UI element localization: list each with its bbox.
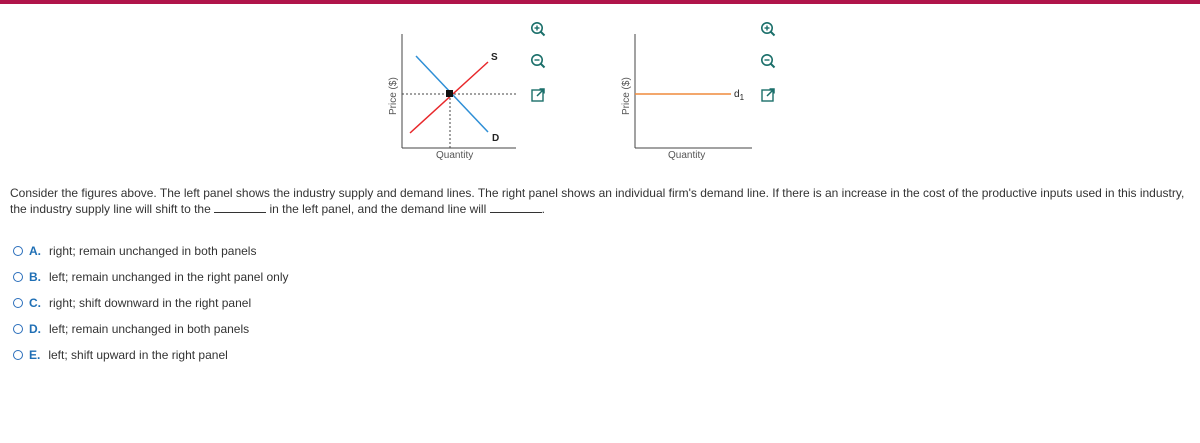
radio-button[interactable]	[13, 246, 23, 256]
firm-graph-panel	[600, 25, 770, 165]
radio-button[interactable]	[13, 272, 23, 282]
firm-demand-subscript: 1	[739, 93, 745, 102]
demand-label: D	[492, 133, 500, 144]
option-text: right; remain unchanged in both panels	[49, 244, 257, 258]
equilibrium-point	[446, 90, 453, 97]
svg-text:d1	[734, 89, 745, 102]
firm-demand-label: d	[734, 89, 740, 100]
question-part-1: Consider the figures above. The left panel shows the industry supply and demand lines. The right panel shows an individual firm's demand line. If there is an increase in the cost of the productive inputs used in this industry, the industry supply line will shift to the	[10, 186, 1185, 216]
zoom-out-icon[interactable]	[530, 53, 546, 69]
option-e[interactable]	[13, 342, 289, 368]
option-letter: D.	[29, 322, 41, 336]
popout-icon[interactable]	[760, 87, 776, 103]
popout-icon[interactable]	[530, 87, 546, 103]
option-letter: C.	[29, 296, 41, 310]
left-x-axis-label: Quantity	[436, 150, 474, 161]
left-y-axis-label: Price ($)	[388, 77, 399, 115]
zoom-in-icon[interactable]	[760, 21, 776, 37]
option-d[interactable]	[13, 316, 289, 342]
option-a[interactable]	[13, 238, 289, 264]
zoom-in-icon[interactable]	[530, 21, 546, 37]
answer-blank-1	[214, 201, 266, 213]
question-part-2: in the left panel, and the demand line will	[269, 202, 487, 216]
option-letter: B.	[29, 270, 41, 284]
option-b[interactable]	[13, 264, 289, 290]
option-text: right; shift downward in the right panel	[49, 296, 252, 310]
option-letter: A.	[29, 244, 41, 258]
supply-label: S	[491, 52, 498, 63]
zoom-out-icon[interactable]	[760, 53, 776, 69]
answer-blank-2	[490, 201, 542, 213]
option-letter: E.	[29, 348, 41, 362]
option-text: left; remain unchanged in the right panel only	[49, 270, 289, 284]
radio-button[interactable]	[13, 350, 23, 360]
answer-options	[13, 238, 289, 368]
option-text: left; shift upward in the right panel	[48, 348, 228, 362]
supply-line	[410, 62, 488, 133]
top-accent-bar	[0, 0, 1200, 4]
question-part-3: .	[541, 202, 545, 216]
right-x-axis-label: Quantity	[668, 150, 706, 161]
option-c[interactable]	[13, 290, 289, 316]
right-y-axis-label: Price ($)	[621, 77, 632, 115]
radio-button[interactable]	[13, 298, 23, 308]
option-text: left; remain unchanged in both panels	[49, 322, 250, 336]
question-text	[10, 185, 1190, 217]
radio-button[interactable]	[13, 324, 23, 334]
